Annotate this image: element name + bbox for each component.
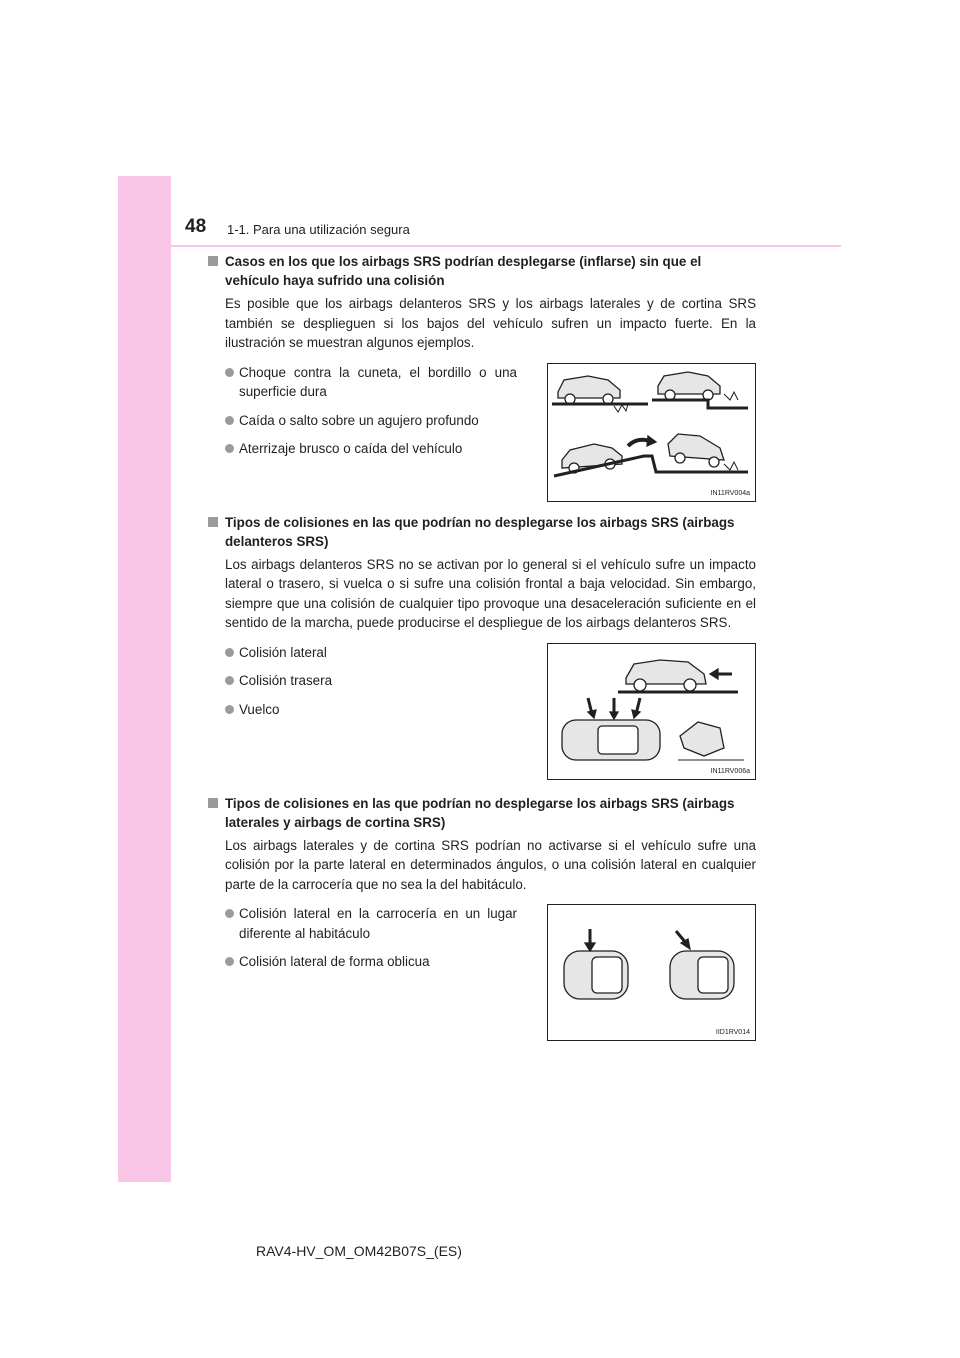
car-side-impact-drawing xyxy=(548,905,755,1040)
circle-bullet-icon xyxy=(225,957,234,966)
list-item-text: Colisión trasera xyxy=(239,673,333,688)
list-item-text: Colisión lateral en la carrocería en un lugar diferente al habitáculo xyxy=(239,906,517,941)
list-item xyxy=(225,700,517,720)
circle-bullet-icon xyxy=(225,676,234,685)
list-item xyxy=(225,904,517,943)
list-item-text: Vuelco xyxy=(239,701,280,717)
list-item-text: Colisión lateral de forma oblicua xyxy=(239,954,430,969)
list-item-text: Aterrizaje brusco o caída del vehículo xyxy=(239,441,463,456)
bullet-list xyxy=(208,904,517,981)
square-bullet-icon xyxy=(208,256,218,266)
car-impact-drawing xyxy=(548,364,755,501)
section-body: Los airbags delanteros SRS no se activan por lo general si el vehículo sufre un impacto lateral o trasero, si vuelca o si sufre una colisión frontal a baja velocidad. Sin embargo, siempre que una colisión de cualquier tipo provoque una desaceleración suficiente en el sentido de la marcha, puede producirse el despliegue de los airbags delanteros SRS. xyxy=(225,556,756,630)
car-collision-drawing xyxy=(548,644,755,779)
bullet-list xyxy=(208,363,517,468)
page-number: 48 xyxy=(185,216,207,237)
section-title: 1-1. Para una utilización segura xyxy=(227,222,410,237)
list-item xyxy=(225,363,517,402)
illustration-non-deploy-side xyxy=(547,904,756,1041)
section-heading-text: Casos en los que los airbags SRS podrían desplegarse (inflarse) sin que el vehículo haya sufrido una colisión xyxy=(225,254,702,288)
section-body: Los airbags laterales y de cortina SRS podrían no activarse si el vehículo sufre una colisión por la parte lateral en determinados ángulos, o una colisión lateral en cualquier parte de la carrocería que no sea la del habitáculo. xyxy=(225,837,756,892)
circle-bullet-icon xyxy=(225,648,234,657)
circle-bullet-icon xyxy=(225,416,234,425)
list-item-text: Choque contra la cuneta, el bordillo o una superficie dura xyxy=(239,364,517,399)
square-bullet-icon xyxy=(208,798,218,808)
illustration-undercarriage-impacts xyxy=(547,363,756,502)
circle-bullet-icon xyxy=(225,444,234,453)
section-heading-text: Tipos de colisiones en las que podrían no desplegarse los airbags SRS (airbags laterales y airbags de cortina SRS) xyxy=(225,795,735,830)
square-bullet-icon xyxy=(208,517,218,527)
list-item xyxy=(225,671,517,691)
section-1 xyxy=(208,252,756,502)
section-heading xyxy=(208,794,756,832)
header-rule xyxy=(171,245,841,247)
section-heading xyxy=(208,252,756,290)
section-body: Es posible que los airbags delanteros SRS y los airbags laterales y de cortina SRS también se desplieguen si los bajos del vehículo sufren un impacto fuerte. En la ilustración se muestran algunos ejemplos. xyxy=(225,296,756,350)
circle-bullet-icon xyxy=(225,909,234,918)
illustration-non-deploy-front xyxy=(547,643,756,780)
bullet-list xyxy=(208,643,517,729)
circle-bullet-icon xyxy=(225,368,234,377)
list-item xyxy=(225,411,517,431)
page-content xyxy=(208,252,756,1041)
figure-code: IN11RV006a xyxy=(710,767,750,775)
list-item xyxy=(225,952,517,972)
section-2 xyxy=(208,513,756,780)
figure-code: IN11RV004a xyxy=(710,489,750,497)
figure-code: IID1RV014 xyxy=(715,1029,750,1036)
list-item-text: Caída o salto sobre un agujero profundo xyxy=(239,412,479,428)
section-heading xyxy=(208,513,756,551)
list-item-text: Colisión lateral xyxy=(239,644,327,660)
section-3 xyxy=(208,794,756,1042)
circle-bullet-icon xyxy=(225,705,234,714)
document-code: RAV4-HV_OM_OM42B07S_(ES) xyxy=(256,1243,462,1259)
side-tab-band xyxy=(118,176,171,1182)
list-item xyxy=(225,439,517,459)
list-item xyxy=(225,643,517,663)
section-heading-text: Tipos de colisiones en las que podrían no desplegarse los airbags SRS (airbags delanteros SRS) xyxy=(225,514,735,549)
